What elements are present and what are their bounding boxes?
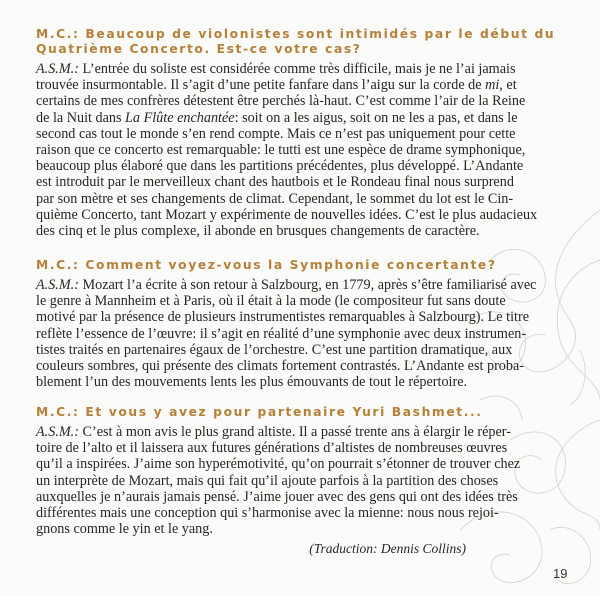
- answer-paragraph: [36, 61, 538, 239]
- question-line: M.C.: Et vous y avez pour partenaire Yuri Bashmet...: [36, 405, 483, 419]
- answer-line: [36, 488, 518, 505]
- text-run: toire de l’alto et il laissera aux futures générations d’altistes de nombreuses œuvres: [36, 440, 508, 457]
- text-run: C’est à mon avis le plus grand altiste. Il a passé trente ans à élargir le réper-: [78, 424, 511, 440]
- text-run: qu’il a inspirées. J’aime son hyperémotivité, qu’on pourrait s’étonner de trouver chez: [36, 456, 521, 473]
- interview-section-2: [36, 258, 537, 391]
- answer-line: [36, 222, 480, 239]
- text-run: reflète l’essence de l’œuvre: il s’agit en réalité d’une symphonie avec deux instrumen-: [36, 325, 527, 342]
- interview-section-3: [36, 405, 521, 538]
- text-run: L’entrée du soliste est considérée comme très difficile, mais je ne l’ai jamais: [78, 61, 516, 77]
- text-run: blement l’un des mouvements lents les plus émouvants de tout le répertoire.: [36, 374, 468, 391]
- answer-line: [36, 309, 529, 326]
- answer-line: [36, 521, 466, 537]
- answer-paragraph: [36, 424, 521, 538]
- italic-text: La Flûte enchantée: [125, 109, 235, 126]
- text-run: auxquelles je n’aurais jamais pensé. J’aime jouer avec des gens qui ont des idées très: [36, 488, 518, 505]
- text-run: tistes traités en partenaires égaux de l’orchestre. C’est une partition dramatique, aux: [36, 341, 513, 358]
- text-run: motivé par la présence de plusieurs instrumentistes remarquables à Salzbourg). Le titre: [36, 309, 529, 326]
- answer-line: [36, 456, 521, 473]
- text-run: Mozart l’a écrite à son retour à Salzbourg, en 1779, après s’être familiarisé avec: [78, 277, 537, 293]
- italic-text: A.S.M.:: [36, 424, 79, 440]
- question-heading: [36, 258, 497, 273]
- text-run: par son mètre et ses changements de climat. Cependant, le sommet du lot est le Cin-: [36, 190, 514, 207]
- answer-line: [36, 158, 524, 175]
- answer-line: [36, 190, 514, 207]
- text-run: de la Nuit dans: [36, 109, 126, 126]
- answer-line: [36, 293, 506, 310]
- question-heading: [36, 27, 556, 57]
- text-run: beaucoup plus élaboré que dans les partitions précédentes, plus développé. L’Andante: [36, 158, 524, 175]
- italic-text: A.S.M.:: [36, 277, 79, 293]
- question-line: Quatrième Concerto. Est-ce votre cas?: [36, 42, 362, 56]
- text-run: un interprète de Mozart, mais qui fait qu’il ajoute parfois à la partition des choses: [36, 472, 499, 489]
- translation-credit: (Traduction: Dennis Collins): [309, 541, 466, 556]
- question-heading: [36, 405, 483, 420]
- answer-line: [36, 277, 537, 293]
- answer-line: [36, 440, 508, 457]
- answer-line: [36, 341, 513, 358]
- text-run: , et: [499, 77, 517, 94]
- text-run: différentes mais une conception qui s’harmonise avec la mienne: nous nous rejoi-: [36, 504, 499, 521]
- answer-paragraph: [36, 277, 537, 391]
- text-run: trouvée insurmontable. Il s’agit d’une petite fanfare dans l’aigu sur la corde de: [36, 77, 486, 94]
- page-number: 19: [553, 566, 568, 581]
- text-run: gnons comme le yin et le yang.: [36, 521, 213, 538]
- question-line: M.C.: Comment voyez-vous la Symphonie concertante?: [36, 258, 497, 272]
- italic-text: A.S.M.:: [36, 61, 79, 77]
- answer-line: [36, 374, 466, 390]
- italic-text: mi: [485, 77, 500, 94]
- answer-line: [36, 125, 516, 142]
- answer-line: [36, 424, 511, 440]
- text-run: est introduit par le merveilleux chant des hautbois et le Rondeau final nous surprend: [36, 174, 514, 191]
- answer-line: [36, 93, 526, 110]
- interview-section-1: [36, 27, 556, 239]
- question-line: M.C.: Beaucoup de violonistes sont intimidés par le début du: [36, 27, 556, 41]
- answer-line: [36, 206, 538, 223]
- answer-line: [36, 77, 517, 94]
- text-run: raison que ce concerto est remarquable: le tutti est une espèce de drame symphonique,: [36, 141, 526, 158]
- text-run: certains de mes confrères détestent être perchés là-haut. C’est comme l’air de la Reine: [36, 93, 526, 110]
- answer-line: [36, 109, 518, 126]
- text-run: couleurs sombres, qui présente des climats fortement contrastés. L’Andante est proba-: [36, 357, 525, 374]
- answer-line: [36, 174, 514, 191]
- text-run: quième Concerto, tant Mozart y expérimente de nouvelles idées. C’est le plus audacieux: [36, 206, 538, 223]
- text-run: second cas tout le monde s’en rend compte. Mais ce n’est pas uniquement pour cette: [36, 125, 516, 142]
- answer-line: [36, 141, 526, 158]
- answer-line: [36, 325, 527, 342]
- answer-line: [36, 357, 525, 374]
- answer-line: [36, 472, 499, 489]
- text-run: : soit on a les aigus, soit on ne les a pas, et dans le: [234, 109, 518, 126]
- answer-line: [36, 504, 499, 521]
- answer-line: [36, 61, 516, 77]
- text-run: le genre à Mannheim et à Paris, où il était à la mode (le compositeur fut sans doute: [36, 293, 506, 310]
- text-run: des cinq et le plus complexe, il abonde en brusques changements de caractère.: [36, 222, 480, 239]
